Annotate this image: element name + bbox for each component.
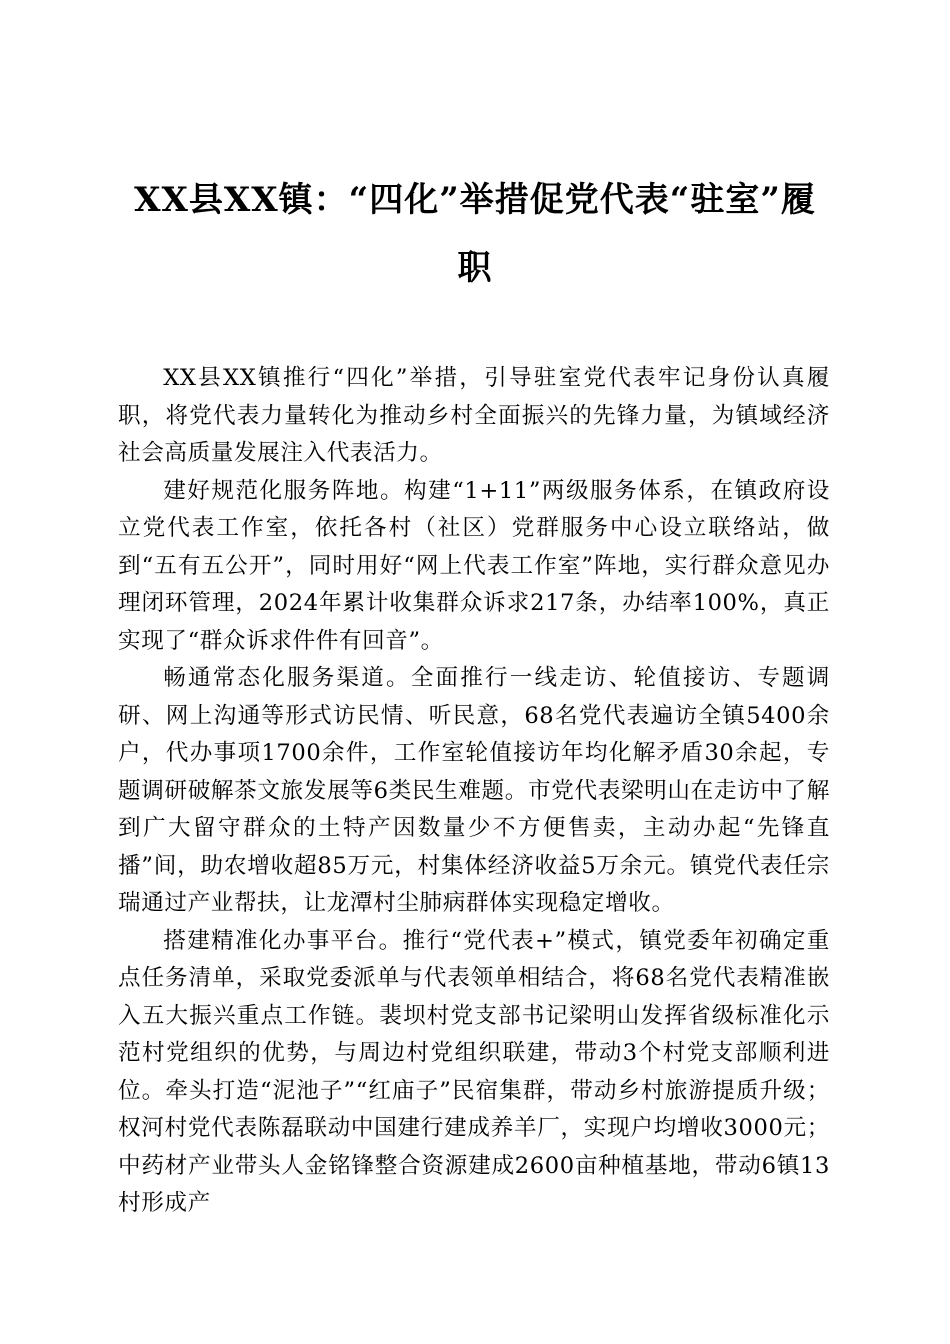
document-title: XX县XX镇：“四化”举措促党代表“驻室”履职 [134, 180, 816, 288]
paragraph-service-positions: 建好规范化服务阵地。构建“1+11”两级服务体系，在镇政府设立党代表工作室，依托各村（社区）党群服务中心设立联络站，做到“五有五公开”，同时用好“网上代表工作室”阵地，实行群众意见办理闭环管理，2024年累计收集群众诉求217条，办结率100%，真正实现了“群众诉求件件有回音”。 [118, 477, 830, 654]
paragraph-intro: XX县XX镇推行“四化”举措，引导驻室党代表牢记身份认真履职，将党代表力量转化为推动乡村全面振兴的先锋力量，为镇域经济社会高质量发展注入代表活力。 [118, 365, 830, 466]
paragraph-service-channels: 畅通常态化服务渠道。全面推行一线走访、轮值接访、专题调研、网上沟通等形式访民情、听民意，68名党代表遍访全镇5400余户，代办事项1700余件，工作室轮值接访年均化解矛盾30余起，专题调研破解茶文旅发展等6类民生难题。市党代表梁明山在走访中了解到广大留守群众的土特产因数量少不方便售卖，主动办起“先锋直播”间，助农增收超85万元，村集体经济收益5万余元。镇党代表任宗瑞通过产业帮扶，让龙潭村尘肺病群体实现稳定增收。 [118, 665, 830, 916]
document-body [118, 360, 830, 1223]
paragraph-work-platform: 搭建精准化办事平台。推行“党代表+”模式，镇党委年初确定重点任务清单，采取党委派单与代表领单相结合，将68名党代表精准嵌入五大振兴重点工作链。裴坝村党支部书记梁明山发挥省级标准化示范村党组织的优势，与周边村党组织联建，带动3个村党支部顺利进位。牵头打造“泥池子”“红庙子”民宿集群，带动乡村旅游提质升级；权河村党代表陈磊联动中国建行建成养羊厂，实现户均增收3000元；中药材产业带头人金铭锋整合资源建成2600亩种植基地，带动6镇13村形成产 [118, 927, 830, 1216]
